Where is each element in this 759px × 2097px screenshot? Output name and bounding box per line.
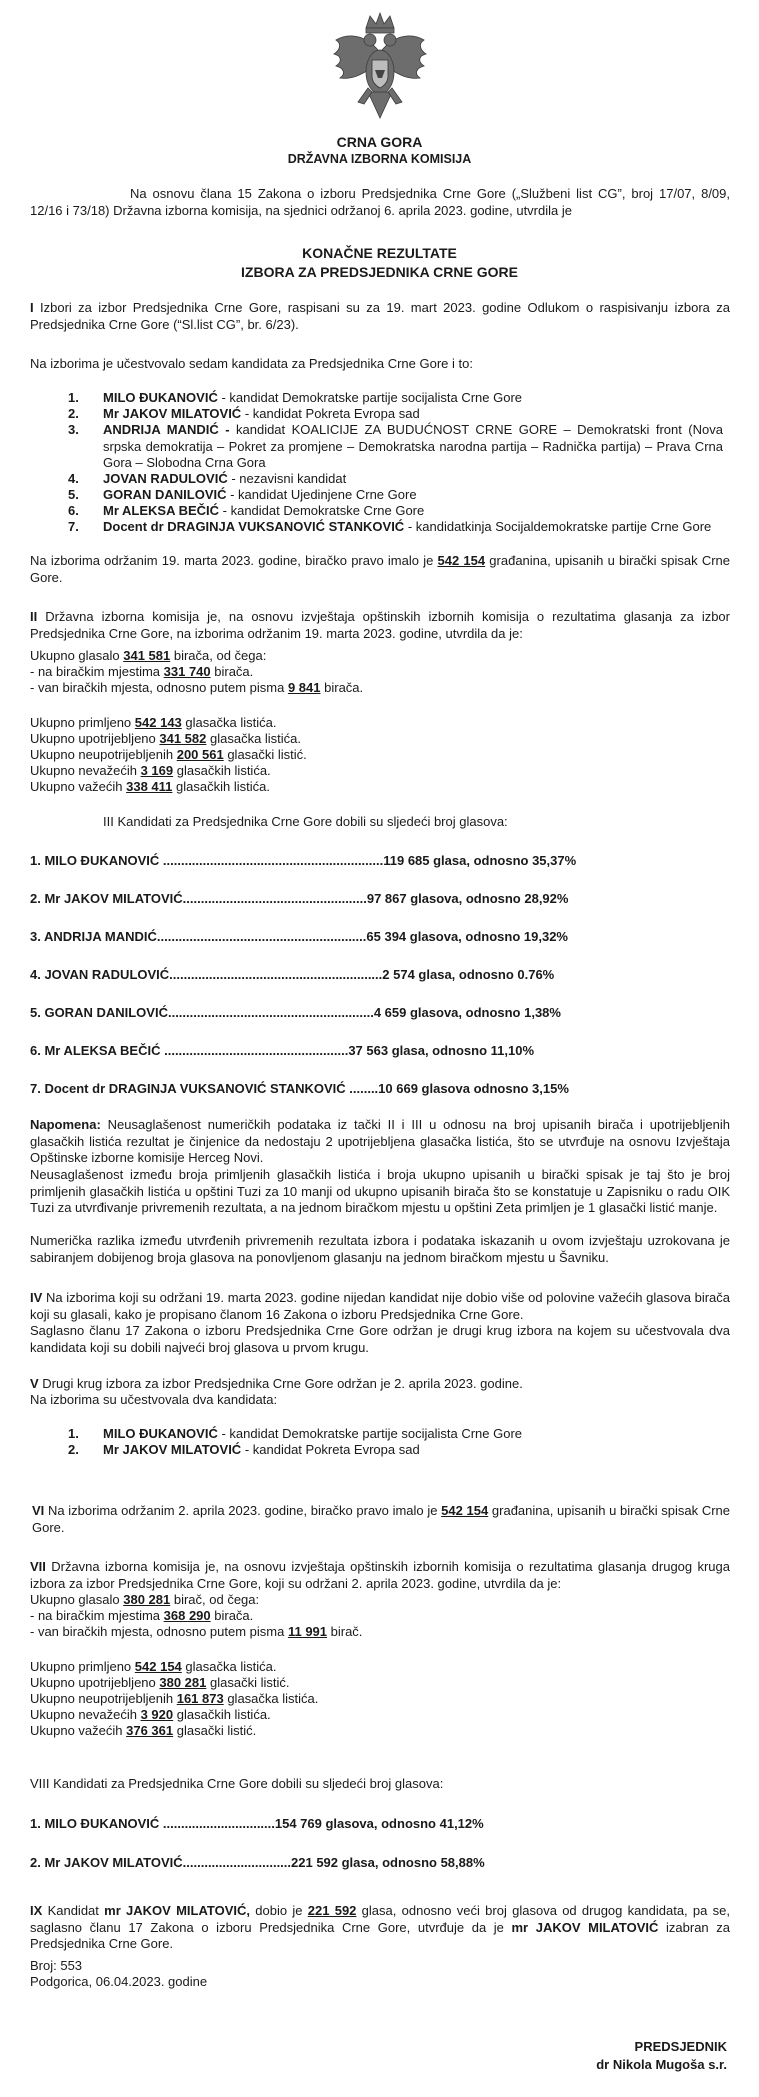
stat-by-mail: - van biračkih mjesta, odnosno putem pisma 9 841 birača. [30, 680, 364, 695]
title-final-results: KONAČNE REZULTATE [302, 245, 457, 261]
result-row: 1. MILO ĐUKANOVIĆ ...............................154 769 glasova, odnosno 41,12% [30, 1816, 484, 1831]
stat-received-2: Ukupno primljeno 542 154 glasačka listića. [30, 1659, 277, 1674]
stat-used-2: Ukupno upotrijebljeno 380 281 glasački listić. [30, 1675, 290, 1690]
stat-voted-2: Ukupno glasalo 380 281 birač, od čega: [30, 1592, 260, 1607]
intro-paragraph: Na osnovu člana 15 Zakona o izboru Predsjednika Crne Gore („Službeni list CG”, broj 17/07, 8/09, 12/16 i 73/18) Državna izborna komisija, na sjednici održanoj 6. aprila 2023. godine, utvrdila je [30, 186, 730, 218]
stat-unused-2: Ukupno neupotrijebljenih 161 873 glasačka listića. [30, 1691, 319, 1706]
result-row: 3. ANDRIJA MANDIĆ..........................................................65 394 glasova, odnosno 19,32% [30, 929, 568, 944]
section-iv-paragraph-2: Saglasno članu 17 Zakona o izboru Predsjednika Crne Gore održan je drugi krug izbora na kojem su učestvovala dva kandidata koji su dobili najveći broj glasova u prvom krugu. [30, 1323, 730, 1355]
stat-unused: Ukupno neupotrijebljenih 200 561 glasački listić. [30, 747, 307, 762]
stat-by-mail-2: - van biračkih mjesta, odnosno putem pisma 11 991 birač. [30, 1624, 363, 1639]
result-row: 6. Mr ALEKSA BEČIĆ ...................................................37 563 glasa, odnosno 11,10% [30, 1043, 535, 1058]
section-v-paragraph: V Drugi krug izbora za izbor Predsjednika Crne Gore održan je 2. aprila 2023. godine. [30, 1376, 523, 1391]
coat-of-arms-emblem [330, 10, 430, 130]
signature-name: dr Nikola Mugoša s.r. [596, 2057, 727, 2072]
document-number: Broj: 553 [30, 1958, 83, 1973]
country-heading: CRNA GORA [336, 134, 423, 150]
stat-received: Ukupno primljeno 542 143 glasačka listića. [30, 715, 277, 730]
stat-valid: Ukupno važećih 338 411 glasačkih listića. [30, 779, 270, 794]
section-ix-paragraph: IX Kandidat mr JAKOV MILATOVIĆ, dobio je 221 592 glasa, odnosno veći broj glasova od drugog kandidata, pa se, saglasno članu 17 Zakona o izboru Predsjednika Crne Gore, utvrđuje da je mr JAKOV MILATOVIĆ izabran za Predsjednika Crne Gore. [30, 1903, 730, 1951]
result-row: 5. GORAN DANILOVIĆ.........................................................4 659 glasova, odnosno 1,38% [30, 1005, 561, 1020]
section-viii-heading: VIII Kandidati za Predsjednika Crne Gore dobili su sljedeći broj glasova: [30, 1776, 444, 1791]
commission-heading: DRŽAVNA IZBORNA KOMISIJA [287, 152, 472, 166]
result-row: 7. Docent dr DRAGINJA VUKSANOVIĆ STANKOVIĆ ........10 669 glasova odnosno 3,15% [30, 1081, 569, 1096]
voters-paragraph-1: Na izborima održanim 19. marta 2023. godine, biračko pravo imalo je 542 154 građanina, upisanih u birački spisak Crne Gore. [30, 553, 730, 585]
signature-title: PREDSJEDNIK [634, 2039, 727, 2054]
stat-at-stations: - na biračkim mjestima 331 740 birača. [30, 664, 254, 679]
candidates-intro: Na izborima je učestvovalo sedam kandidata za Predsjednika Crne Gore i to: [30, 356, 473, 371]
title-elections: IZBORA ZA PREDSJEDNIKA CRNE GORE [241, 264, 518, 280]
stat-at-stations-2: - na biračkim mjestima 368 290 birača. [30, 1608, 254, 1623]
note-paragraph: Napomena: Neusaglašenost numeričkih podataka iz tački II i III u odnosu na broj upisanih birača i upotrijebljenih glasačkih listića rezultat je činjenice da nedostaju 2 upotrijebljena glasačka listića, što se utvrđuje na osnovu Izvještaja Opštinske izborne komisije Herceg Novi. [30, 1117, 730, 1165]
section-ii-paragraph: II Državna izborna komisija je, na osnovu izvještaja opštinskih izbornih komisija o rezultatima glasanja za izbor Predsjednika Crne Gore, na izborima održanim 19. marta 2023. godine, utvrdila da je: [30, 609, 730, 641]
note-paragraph-2: Neusaglašenost između broja primljenih glasačkih listića i broja ukupno upisanih u birački spisak je taj što je broj primljenih glasačkih listića u opštini Tuzi za 10 manji od ukupno upisanih birača što se konstatuje u Zapisniku o radu OIK Tuzi za utvrđivanje privremenih rezultata, a na jednom biračkom mjestu u opštini Zeta primljen je 1 glasački listić manje. [30, 1167, 730, 1215]
result-row: 1. MILO ĐUKANOVIĆ .............................................................119 685 glasa, odnosno 35,37% [30, 853, 577, 868]
document-page: CRNA GORA DRŽAVNA IZBORNA KOMISIJA Na osnovu člana 15 Zakona o izboru Predsjednika Crne Gore („Službeni list CG”, broj 17/07, 8/09, 12/16 i 73/18) Državna izborna komisija, na sjednici održanoj 6. aprila 2023. godine, utvrdila je KONAČNE REZULTATE IZBORA ZA PREDSJEDNIKA CRNE GORE I Izbori za izbor Predsjednika Crne Gore, raspisani su za 19. mart 2023. godine Odlukom o raspisivanju izbora za Predsjednika Crne Gore (“Sl.list CG”, br. 6/23). Na izborima je učestvovalo sedam kandidata za Predsjednika Crne Gore i to: 1. MILO ĐUKANOVIĆ - kandidat Demokratske partije socijalista Crne Gore 2. Mr JAKOV MILATOVIĆ - kandidat Pokreta Evropa sad 3. ANDRIJA MANDIĆ - kandidat KOALICIJE ZA BUDUĆNOST CRNE GORE – Demokratski front (Nova srpska demokratija – Pokret za promjene – Demokratska narodna partija – Radnička partija) – Prava Crna Gora – Slobodna Crna Gora 4. JOVAN RADULOVIĆ - nezavisni kandidat 5. GORAN DANILOVIĆ - kandidat Ujedinjene Crne Gore 6. Mr ALEKSA BEČIĆ - kandidat Demokratske Crne Gore 7. Docent dr DRAGINJA VUKSANOVIĆ STANKOVIĆ - kandidatkinja Socijaldemokratske partije Crne Gore Na izborima održanim 19. marta 2023. godine, biračko pravo imalo je 542 154 građanina, upisanih u birački spisak Crne Gore. II Državna izborna komisija je, na osnovu izvještaja opštinskih izbornih komisija o rezultatima glasanja za izbor Predsjednika Crne Gore, na izborima održanim 19. marta 2023. godine, utvrdila da je: Ukupno glasalo 341 581 birača, od čega: - na biračkim mjestima 331 740 birača. - van biračkih mjesta, odnosno putem pisma 9 841 birača. Ukupno primljeno 542 143 glasačka listića. Ukupno upotrijebljeno 341 582 glasačka listića. Ukupno neupotrijebljenih 200 561 glasački listić. Ukupno nevažećih 3 169 glasačkih listića. Ukupno važećih 338 411 glasačkih listića. III Kandidati za Predsjednika Crne Gore dobili su sljedeći broj glasova: 1. MILO ĐUKANOVIĆ .............................................................119 685 glasa, odnosno 35,37% 2. Mr JAKOV MILATOVIĆ...................................................97 867 glasova, odnosno 28,92% 3. ANDRIJA MANDIĆ..........................................................65 394 glasova, odnosno 19,32% 4. JOVAN RADULOVIĆ...........................................................2 574 glasa, odnosno 0.76% 5. GORAN DANILOVIĆ.........................................................4 659 glasova, odnosno 1,38% 6. Mr ALEKSA BEČIĆ ...................................................37 563 glasa, odnosno 11,10% 7. Docent dr DRAGINJA VUKSANOVIĆ STANKOVIĆ ........10 669 glasova odnosno 3,15% Napomena: Neusaglašenost numeričkih podataka iz tački II i III u odnosu na broj upisanih birača i upotrijebljenih glasačkih listića rezultat je činjenice da nedostaju 2 upotrijebljena glasačka listića, što se utvrđuje na osnovu Izvještaja Opštinske izborne komisije Herceg Novi. Neusaglašenost između broja primljenih glasačkih listića i broja ukupno upisanih u birački spisak je taj što je broj primljenih glasačkih listića u opštini Tuzi za 10 manji od ukupno upisanih birača što se konstatuje u Zapisniku o radu OIK Tuzi za utvrđivanje privremenih rezultata, a na jednom biračkom mjestu u opštini Zeta primljen je 1 glasački listić manje. Numerička razlika između utvrđenih privremenih rezultata izbora i podataka iskazanih u ovom izvještaju uzrokovana je sabiranjem dobijenog broja glasova na ponovljenom glasanju na jednom biračkom mjestu u Šavniku. IV Na izborima koji su održani 19. marta 2023. godine nijedan kandidat nije dobio više od polovine važećih glasova birača koji su glasali, kako je propisano članom 16 Zakona o izboru Predsjednika Crne Gore. Saglasno članu 17 Zakona o izboru Predsjednika Crne Gore održan je drugi krug izbora na kojem su učestvovala dva kandidata koji su dobili najveći broj glasova u prvom krugu. V Drugi krug izbora za izbor Predsjednika Crne Gore održan je 2. aprila 2023. godine. Na izborima su učestvovala dva kandidata: 1. MILO ĐUKANOVIĆ - kandidat Demokratske partije socijalista Crne Gore 2. Mr JAKOV MILATOVIĆ - kandidat Pokreta Evropa sad VI Na izborima održanim 2. aprila 2023. godine, biračko pravo imalo je 542 154 građanina, upisanih u birački spisak Crne Gore. VII Državna izborna komisija je, na osnovu izvještaja opštinskih izbornih komisija o rezultatima glasanja drugog kruga izbora za izbor Predsjednika Crne Gore, koji su održani 2. aprila 2023. godine, utvrdila da je: Ukupno glasalo 380 281 birač, od čega: - na biračkim mjestima 368 290 birača. - van biračkih mjesta, odnosno putem pisma 11 991 birač. Ukupno primljeno 542 154 glasačka listića. Ukupno upotrijebljeno 380 281 glasački listić. Ukupno neupotrijebljenih 161 873 glasačka listića. Ukupno nevažećih 3 920 glasačkih listića. Ukupno važećih 376 361 glasački listić. VIII Kandidati za Predsjednika Crne Gore dobili su sljedeći broj glasova: 1. MILO ĐUKANOVIĆ ...............................154 769 glasova, odnosno 41,12% 2. Mr JAKOV MILATOVIĆ..............................221 592 glasa, odnosno 58,88% IX Kandidat mr JAKOV MILATOVIĆ, dobio je 221 592 glasa, odnosno veći broj glasova od drugog kandidata, pa se, saglasno članu 17 Zakona o izboru Predsjednika Crne Gore, utvrđuje da je mr JAKOV MILATOVIĆ izabran za Predsjednika Crne Gore. Broj: 553 Podgorica, 06.04.2023. godine PREDSJEDNIK dr Nikola Mugoša s.r. [0, 0, 759, 2097]
section-vi-paragraph: VI Na izborima održanim 2. aprila 2023. godine, biračko pravo imalo je 542 154 građanina, upisanih u birački spisak Crne Gore. [32, 1503, 731, 1535]
stat-valid-2: Ukupno važećih 376 361 glasački listić. [30, 1723, 257, 1738]
section-iv-paragraph: IV Na izborima koji su održani 19. marta 2023. godine nijedan kandidat nije dobio više od polovine važećih glasova birača koji su glasali, kako je propisano članom 16 Zakona o izboru Predsjednika Crne Gore. [30, 1290, 730, 1322]
stat-voted: Ukupno glasalo 341 581 birača, od čega: [30, 648, 267, 663]
stat-invalid-2: Ukupno nevažećih 3 920 glasačkih listića. [30, 1707, 271, 1722]
result-row: 2. Mr JAKOV MILATOVIĆ...................................................97 867 glasova, odnosno 28,92% [30, 891, 569, 906]
stat-used: Ukupno upotrijebljeno 341 582 glasačka listića. [30, 731, 302, 746]
result-row: 4. JOVAN RADULOVIĆ...........................................................2 574 glasa, odnosno 0.76% [30, 967, 555, 982]
result-row: 2. Mr JAKOV MILATOVIĆ..............................221 592 glasa, odnosno 58,88% [30, 1855, 485, 1870]
section-vii-paragraph: VII Državna izborna komisija je, na osnovu izvještaja opštinskih izbornih komisija o rezultatima glasanja drugog kruga izbora za izbor Predsjednika Crne Gore, koji su održani 2. aprila 2023. godine, utvrdila da je: [30, 1559, 730, 1591]
section-i-paragraph: I Izbori za izbor Predsjednika Crne Gore, raspisani su za 19. mart 2023. godine Odlukom o raspisivanju izbora za Predsjednika Crne Gore (“Sl.list CG”, br. 6/23). [30, 300, 730, 332]
section-v-paragraph-2: Na izborima su učestvovala dva kandidata: [30, 1392, 278, 1407]
section-iii-heading: III Kandidati za Predsjednika Crne Gore dobili su sljedeći broj glasova: [103, 814, 508, 829]
place-date: Podgorica, 06.04.2023. godine [30, 1974, 208, 1989]
note-paragraph-3: Numerička razlika između utvrđenih privremenih rezultata izbora i podataka iskazanih u ovom izvještaju uzrokovana je sabiranjem dobijenog broja glasova na ponovljenom glasanju na jednom biračkom mjestu u Šavniku. [30, 1233, 730, 1265]
stat-invalid: Ukupno nevažećih 3 169 glasačkih listića. [30, 763, 271, 778]
